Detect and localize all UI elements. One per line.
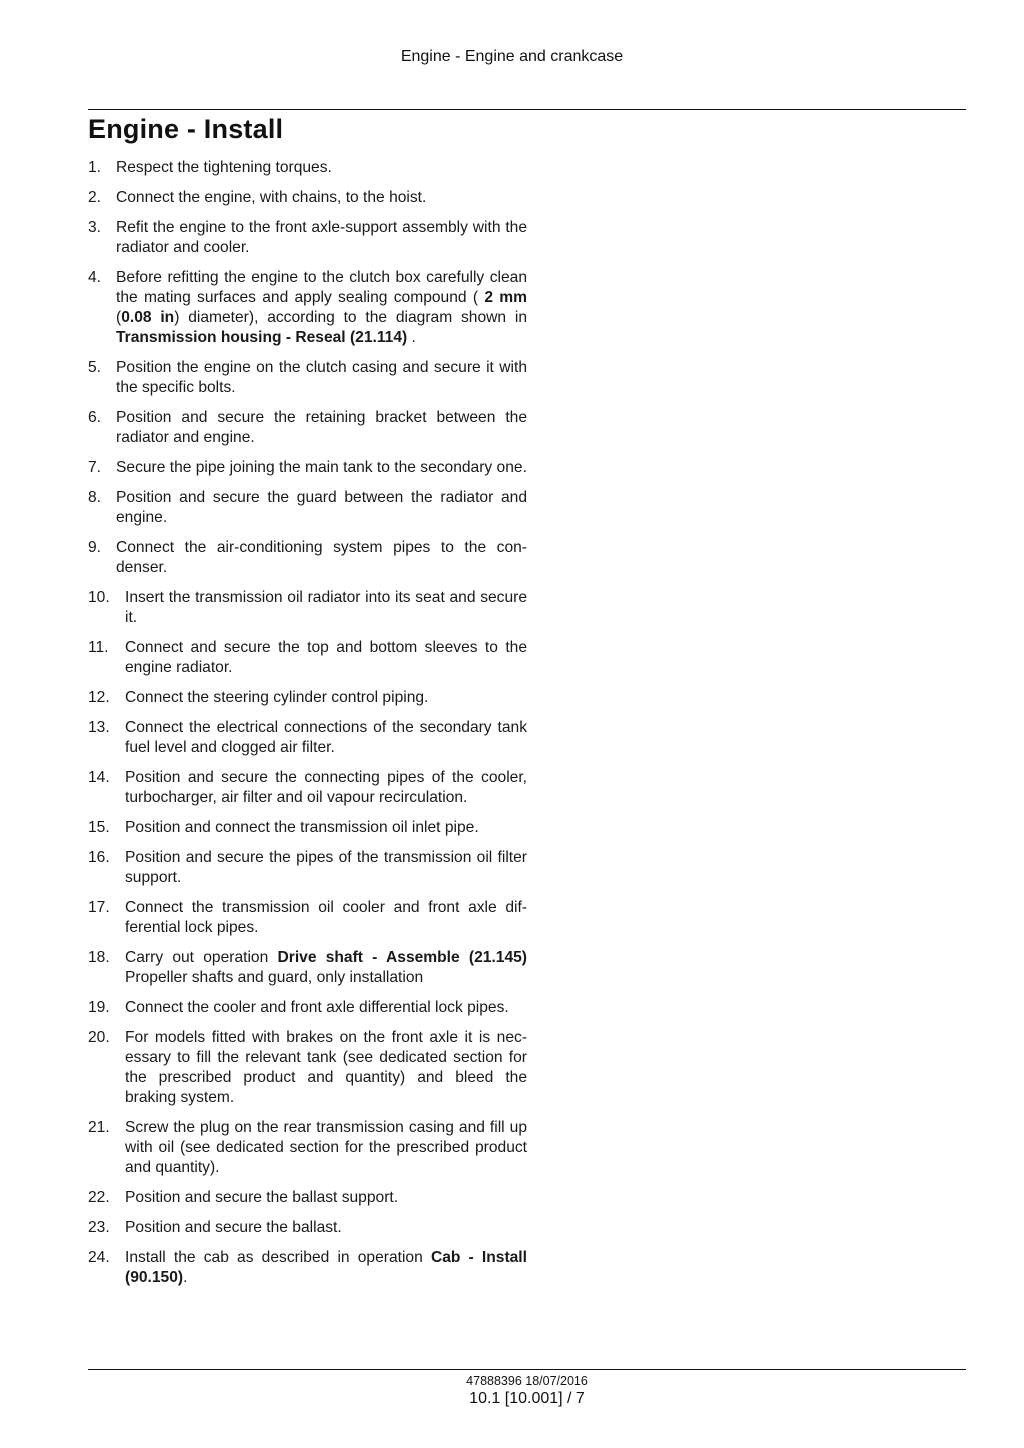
step-reference: 0.08 in	[121, 309, 175, 326]
procedure-step	[88, 768, 527, 808]
step-number: 9.	[88, 539, 102, 556]
procedure-step	[88, 718, 527, 758]
step-text: Before refitting the engine to the clutch box carefully clean the mating surfaces and apply sealing compound ( 2 mm (0.08 in) diameter), according to the diagram shown in Transmission housing - Reseal (21.114) .	[116, 269, 528, 346]
step-text: Respect the tightening torques.	[116, 159, 332, 176]
procedure-step	[88, 998, 527, 1018]
procedure-step	[88, 538, 527, 578]
procedure-step	[88, 1188, 527, 1208]
step-number: 3.	[88, 219, 102, 236]
step-number: 4.	[88, 269, 102, 286]
running-header: Engine - Engine and crankcase	[400, 48, 624, 65]
procedure-step	[88, 688, 527, 708]
procedure-step	[88, 818, 527, 838]
step-reference: Cab - Install (90.150)	[125, 1249, 527, 1286]
step-text: For models fitted with brakes on the front axle it is necessary to fill the relevant tank (see dedicated section for the prescribed product and quantity) and bleed the braking system.	[125, 1029, 527, 1106]
step-text: Connect the cooler and front axle differential lock pipes.	[125, 999, 509, 1016]
step-text: Position and secure the pipes of the transmission oil filter support.	[125, 849, 527, 886]
footer-rule	[88, 1369, 966, 1370]
step-text: Connect the engine, with chains, to the hoist.	[116, 189, 427, 206]
step-text: Position and secure the guard between the radiator and engine.	[116, 489, 527, 526]
header-rule	[88, 109, 966, 110]
procedure-step	[88, 218, 527, 258]
procedure-step	[88, 458, 527, 478]
step-number: 6.	[88, 409, 102, 426]
footer-doc-code: 47888396 18/07/2016	[466, 1374, 588, 1388]
step-number: 2.	[88, 189, 102, 206]
page-title: Engine - Install	[88, 114, 284, 144]
step-text: Position and secure the retaining bracket between the radiator and engine.	[116, 409, 527, 446]
step-text: Screw the plug on the rear transmission casing and fill up with oil (see dedicated section for the prescribed product and quantity).	[125, 1119, 527, 1176]
step-number: 15.	[88, 819, 110, 836]
procedure-steps	[88, 158, 527, 1298]
step-number: 5.	[88, 359, 102, 376]
step-text: Carry out operation Drive shaft - Assemble (21.145) Propeller shafts and guard, only installation	[125, 949, 527, 986]
step-number: 12.	[88, 689, 110, 706]
step-reference: 2 mm	[484, 289, 527, 306]
procedure-step	[88, 358, 527, 398]
step-number: 10.	[88, 589, 110, 606]
procedure-step	[88, 268, 527, 348]
procedure-step	[88, 638, 527, 678]
step-text: Position and secure the ballast support.	[125, 1189, 399, 1206]
procedure-step	[88, 588, 527, 628]
step-number: 22.	[88, 1189, 110, 1206]
procedure-step	[88, 488, 527, 528]
step-text: Connect the electrical connections of the secondary tank fuel level and clogged air filter.	[125, 719, 527, 756]
procedure-step	[88, 948, 527, 988]
step-number: 18.	[88, 949, 110, 966]
step-text: Position the engine on the clutch casing and secure it with the specific bolts.	[116, 359, 527, 396]
step-number: 7.	[88, 459, 102, 476]
step-text: Connect the air-conditioning system pipes to the condenser.	[116, 539, 527, 576]
step-reference: Drive shaft - Assemble (21.145)	[277, 949, 527, 966]
step-number: 11.	[88, 639, 109, 656]
step-number: 8.	[88, 489, 102, 506]
step-number: 13.	[88, 719, 110, 736]
step-number: 23.	[88, 1219, 110, 1236]
procedure-step	[88, 1248, 527, 1288]
procedure-step	[88, 898, 527, 938]
step-text: Position and secure the ballast.	[125, 1219, 342, 1236]
step-text: Secure the pipe joining the main tank to the secondary one.	[116, 459, 527, 476]
procedure-step	[88, 188, 527, 208]
procedure-step	[88, 158, 527, 178]
procedure-step	[88, 408, 527, 448]
step-number: 20.	[88, 1029, 110, 1046]
step-number: 24.	[88, 1249, 110, 1266]
step-number: 16.	[88, 849, 110, 866]
step-text: Refit the engine to the front axle-support assembly with the radiator and cooler.	[116, 219, 527, 256]
step-text: Position and connect the transmission oil inlet pipe.	[125, 819, 479, 836]
step-number: 14.	[88, 769, 110, 786]
step-number: 21.	[88, 1119, 110, 1136]
step-text: Connect the steering cylinder control piping.	[125, 689, 429, 706]
procedure-step	[88, 1218, 527, 1238]
step-text: Connect and secure the top and bottom sleeves to the engine radiator.	[125, 639, 527, 676]
procedure-step	[88, 1028, 527, 1108]
step-text: Connect the transmission oil cooler and front axle differential lock pipes.	[125, 899, 527, 936]
step-text: Position and secure the connecting pipes of the cooler, turbocharger, air filter and oil vapour recirculation.	[125, 769, 527, 806]
step-number: 17.	[88, 899, 110, 916]
footer-page-ref: 10.1 [10.001] / 7	[469, 1390, 585, 1407]
procedure-step	[88, 848, 527, 888]
step-number: 1.	[88, 159, 102, 176]
step-number: 19.	[88, 999, 110, 1016]
procedure-step	[88, 1118, 527, 1178]
step-reference: Transmission housing - Reseal (21.114)	[116, 329, 408, 346]
step-text: Insert the transmission oil radiator into its seat and secure it.	[125, 589, 527, 626]
step-text: Install the cab as described in operation Cab - Install (90.150).	[125, 1249, 527, 1286]
